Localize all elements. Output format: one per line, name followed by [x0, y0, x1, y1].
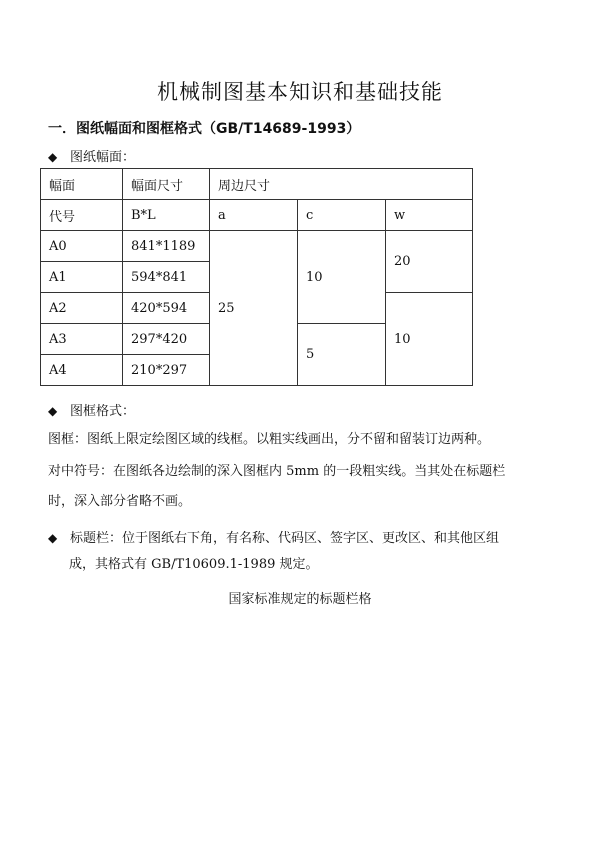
table-header-cell: 代号 [41, 200, 123, 231]
table-cell: 5 [298, 324, 386, 386]
frame-paragraph: 图框：图纸上限定绘图区域的线框。以粗实线画出，分不留和留装订边两种。 [48, 432, 491, 447]
table-header-cell: w [386, 200, 473, 231]
centering-mark-paragraph-line2: 时，深入部分省略不画。 [48, 494, 192, 509]
diamond-bullet-icon: ◆ [48, 531, 58, 545]
section-heading: 一．图纸幅面和图框格式（GB/T14689-1993） [48, 121, 361, 137]
table-header-cell: c [298, 200, 386, 231]
centering-mark-paragraph-line1: 对中符号：在图纸各边绘制的深入图框内 5mm 的一段粗实线。当其处在标题栏 [48, 464, 506, 479]
table-caption: 国家标准规定的标题栏格 [228, 592, 372, 607]
table-cell: 841*1189 [123, 231, 210, 262]
bullet-title-block [48, 527, 499, 546]
bullet-text: 图纸幅面： [70, 150, 136, 165]
table-cell: A2 [41, 293, 123, 324]
bullet-text: 图框格式： [70, 404, 136, 419]
table-cell: 10 [386, 293, 473, 386]
table-row [41, 200, 473, 231]
sheet-size-table [40, 168, 473, 386]
diamond-bullet-icon: ◆ [48, 404, 58, 418]
title-block-continuation: 成，其格式有 GB/T10609.1-1989 规定。 [69, 557, 319, 572]
bullet-text: 标题栏：位于图纸右下角，有名称、代码区、签字区、更改区、和其他区组 [70, 531, 500, 546]
bullet-sheet-size [48, 146, 135, 165]
table-cell: A0 [41, 231, 123, 262]
table-header-cell: 周边尺寸 [210, 169, 473, 200]
table-cell: 25 [210, 231, 298, 386]
table-header-cell: 幅面 [41, 169, 123, 200]
table-header-cell: 幅面尺寸 [123, 169, 210, 200]
table-cell: 210*297 [123, 355, 210, 386]
table-cell: 20 [386, 231, 473, 293]
table-cell: 594*841 [123, 262, 210, 293]
table-header-cell: B*L [123, 200, 210, 231]
table-cell: A1 [41, 262, 123, 293]
table-cell: A4 [41, 355, 123, 386]
diamond-bullet-icon: ◆ [48, 150, 58, 164]
table-row [41, 169, 473, 200]
table-cell: A3 [41, 324, 123, 355]
table-header-cell: a [210, 200, 298, 231]
table-row [41, 231, 473, 262]
bullet-frame-format [48, 400, 135, 419]
table-cell: 10 [298, 231, 386, 324]
table-cell: 420*594 [123, 293, 210, 324]
table-cell: 297*420 [123, 324, 210, 355]
page-title: 机械制图基本知识和基础技能 [157, 80, 443, 104]
